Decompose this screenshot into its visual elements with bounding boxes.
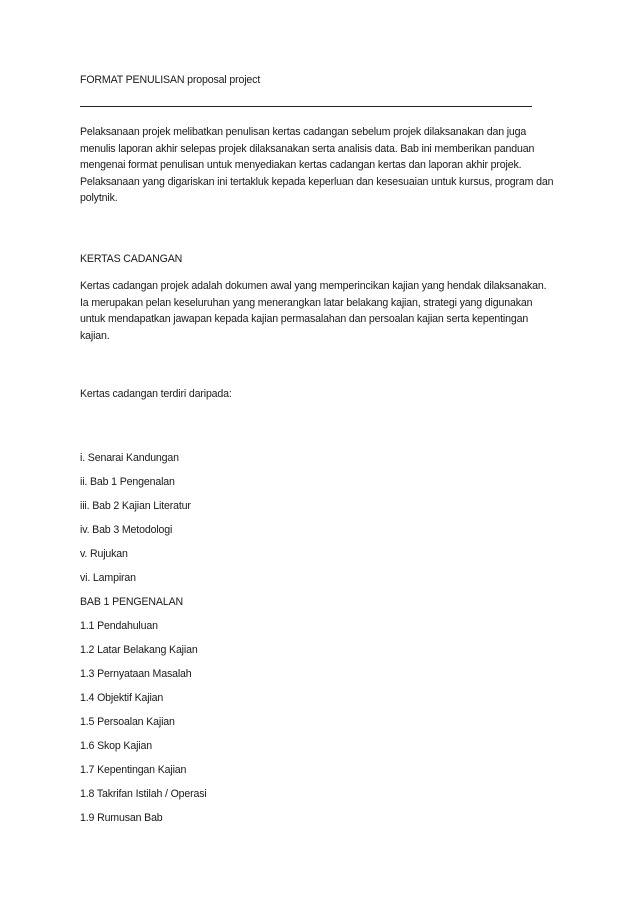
list-item: 1.2 Latar Belakang Kajian [80,644,198,657]
list-item: 1.4 Objektif Kajian [80,692,164,705]
list-item: 1.5 Persoalan Kajian [80,716,175,729]
section-heading: KERTAS CADANGAN [80,252,183,265]
list-item: 1.3 Pernyataan Masalah [80,668,192,681]
list-item: i. Senarai Kandungan [80,452,179,465]
list-item: iv. Bab 3 Metodologi [80,524,173,537]
list-item: 1.6 Skop Kajian [80,740,152,753]
list-item: 1.9 Rumusan Bab [80,812,163,825]
intro-paragraph: Pelaksanaan projek melibatkan penulisan kertas cadangan sebelum projek dilaksanakan dan juga menulis laporan akhir selepas projek dilaksanakan serta analisis data. Bab ini memberikan panduan mengenai format penulisan untuk menyediakan kertas cadangan kertas dan laporan akhir projek. Pelaksanaan yang digariskan ini tertakluk kepada keperluan dan kesesuaian untuk kursus, program dan polytnik. [80,126,554,205]
list-item: 1.8 Takrifan Istilah / Operasi [80,788,207,801]
document-title: FORMAT PENULISAN proposal project [80,74,261,86]
contents-list [80,450,560,826]
list-item: BAB 1 PENGENALAN [80,596,183,609]
list-item: 1.7 Kepentingan Kajian [80,764,187,777]
list-item: v. Rujukan [80,548,128,561]
list-item: vi. Lampiran [80,572,136,585]
list-item: 1.1 Pendahuluan [80,620,158,633]
document-page [80,72,560,834]
list-item: ii. Bab 1 Pengenalan [80,476,175,489]
section-paragraph: Kertas cadangan projek adalah dokumen awal yang memperincikan kajian yang hendak dilaksanakan. Ia merupakan pelan keseluruhan yang menerangkan latar belakang kajian, strategi yang digunakan untuk mendapatkan jawapan kepada kajian permasalahan dan persoalan kajian serta kepentingan kajian. [80,279,547,342]
title-underline-rule [80,106,532,107]
contents-lead-text: Kertas cadangan terdiri daripada: [80,388,232,401]
list-item: iii. Bab 2 Kajian Literatur [80,500,191,513]
